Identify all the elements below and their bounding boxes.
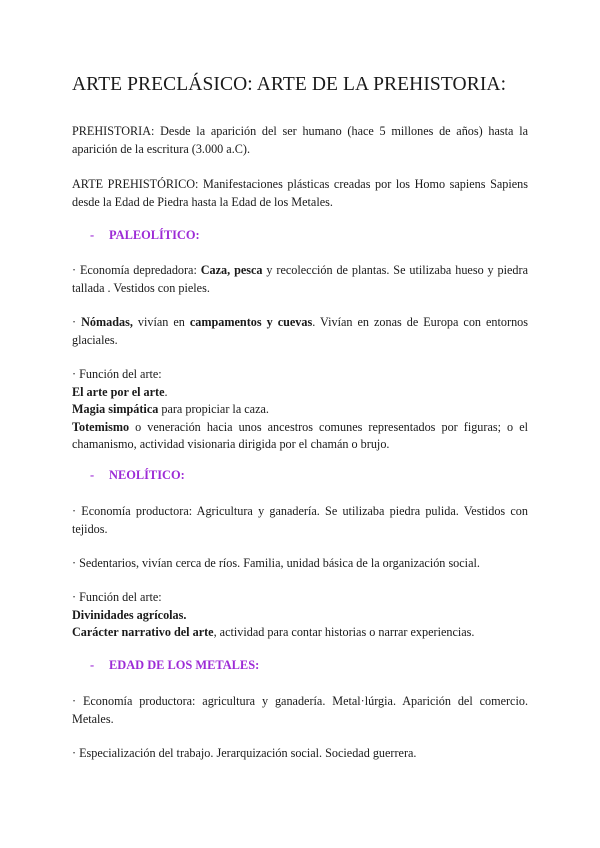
heading-dash: - [90, 228, 95, 242]
neolitico-sedentarios: · Sedentarios, vivían cerca de ríos. Familia, unidad básica de la organización social. [72, 556, 480, 570]
heading-dash: - [90, 658, 95, 672]
metales-especializacion: · Especialización del trabajo. Jerarquización social. Sociedad guerrera. [72, 746, 417, 760]
arte-prehistorico-definition: ARTE PREHISTÓRICO: Manifestaciones plásticas creadas por los Homo sapiens Sapiens desde la Edad de Piedra hasta la Edad de los Metales. [72, 177, 528, 209]
neolitico-funcion [72, 589, 528, 642]
page-title: ARTE PRECLÁSICO: ARTE DE LA PREHISTORIA: [72, 74, 507, 95]
bold-run: El arte por el arte [72, 384, 165, 399]
heading-paleolitico [90, 228, 200, 243]
bold-run: Carácter narrativo del arte [72, 625, 214, 639]
funcion-item [72, 607, 528, 625]
heading-metales [90, 658, 259, 673]
funcion-item [72, 419, 528, 454]
paleolitico-nomadas [72, 314, 528, 349]
funcion-label: · Función del arte: [72, 590, 162, 604]
text-run: . Vivían en zonas de Europa con entornos glaciales. [72, 315, 528, 347]
paleolitico-economia [72, 262, 528, 297]
text-run: , actividad para contar historias o narrar experiencias. [213, 625, 475, 639]
heading-label: NEOLÍTICO: [109, 468, 185, 482]
heading-label: PALEOLÍTICO: [109, 228, 200, 242]
bold-run: Divinidades agrícolas. [72, 607, 187, 622]
funcion-label: · Función del arte: [72, 367, 162, 381]
paleolitico-funcion [72, 366, 528, 454]
text-run: para propiciar la caza. [158, 402, 269, 416]
heading-label: EDAD DE LOS METALES: [109, 658, 260, 672]
funcion-item [72, 384, 528, 402]
heading-dash: - [90, 468, 95, 482]
text-run: · Economía depredadora: [72, 263, 201, 277]
bold-run: Magia simpática [72, 402, 159, 416]
neolitico-economia: · Economía productora: Agricultura y ganadería. Se utilizaba piedra pulida. Vestidos con tejidos. [72, 504, 528, 536]
funcion-item [72, 401, 528, 419]
heading-neolitico [90, 468, 185, 483]
metales-economia: · Economía productora: agricultura y ganadería. Metal·lúrgia. Aparición del comercio. Metales. [72, 694, 528, 726]
bold-run: Caza, pesca [200, 263, 263, 277]
bold-run: Nómadas, [81, 315, 133, 329]
text-run: y recolección de plantas. Se utilizaba hueso y piedra tallada . Vestidos con pieles. [72, 263, 528, 295]
text-run: o veneración hacia unos ancestros comunes representados por figuras; o el chamanismo, actividad visionaria dirigida por el chamán o brujo. [72, 419, 528, 451]
bold-run: campamentos y cuevas [189, 315, 313, 329]
bold-run: Totemismo [72, 419, 130, 434]
text-run: vivían en [132, 315, 190, 329]
funcion-item [72, 624, 528, 642]
text-run: . [164, 384, 168, 399]
text-run: · [72, 315, 82, 329]
prehistoria-definition: PREHISTORIA: Desde la aparición del ser humano (hace 5 millones de años) hasta la aparición de la escritura (3.000 a.C). [72, 124, 528, 156]
